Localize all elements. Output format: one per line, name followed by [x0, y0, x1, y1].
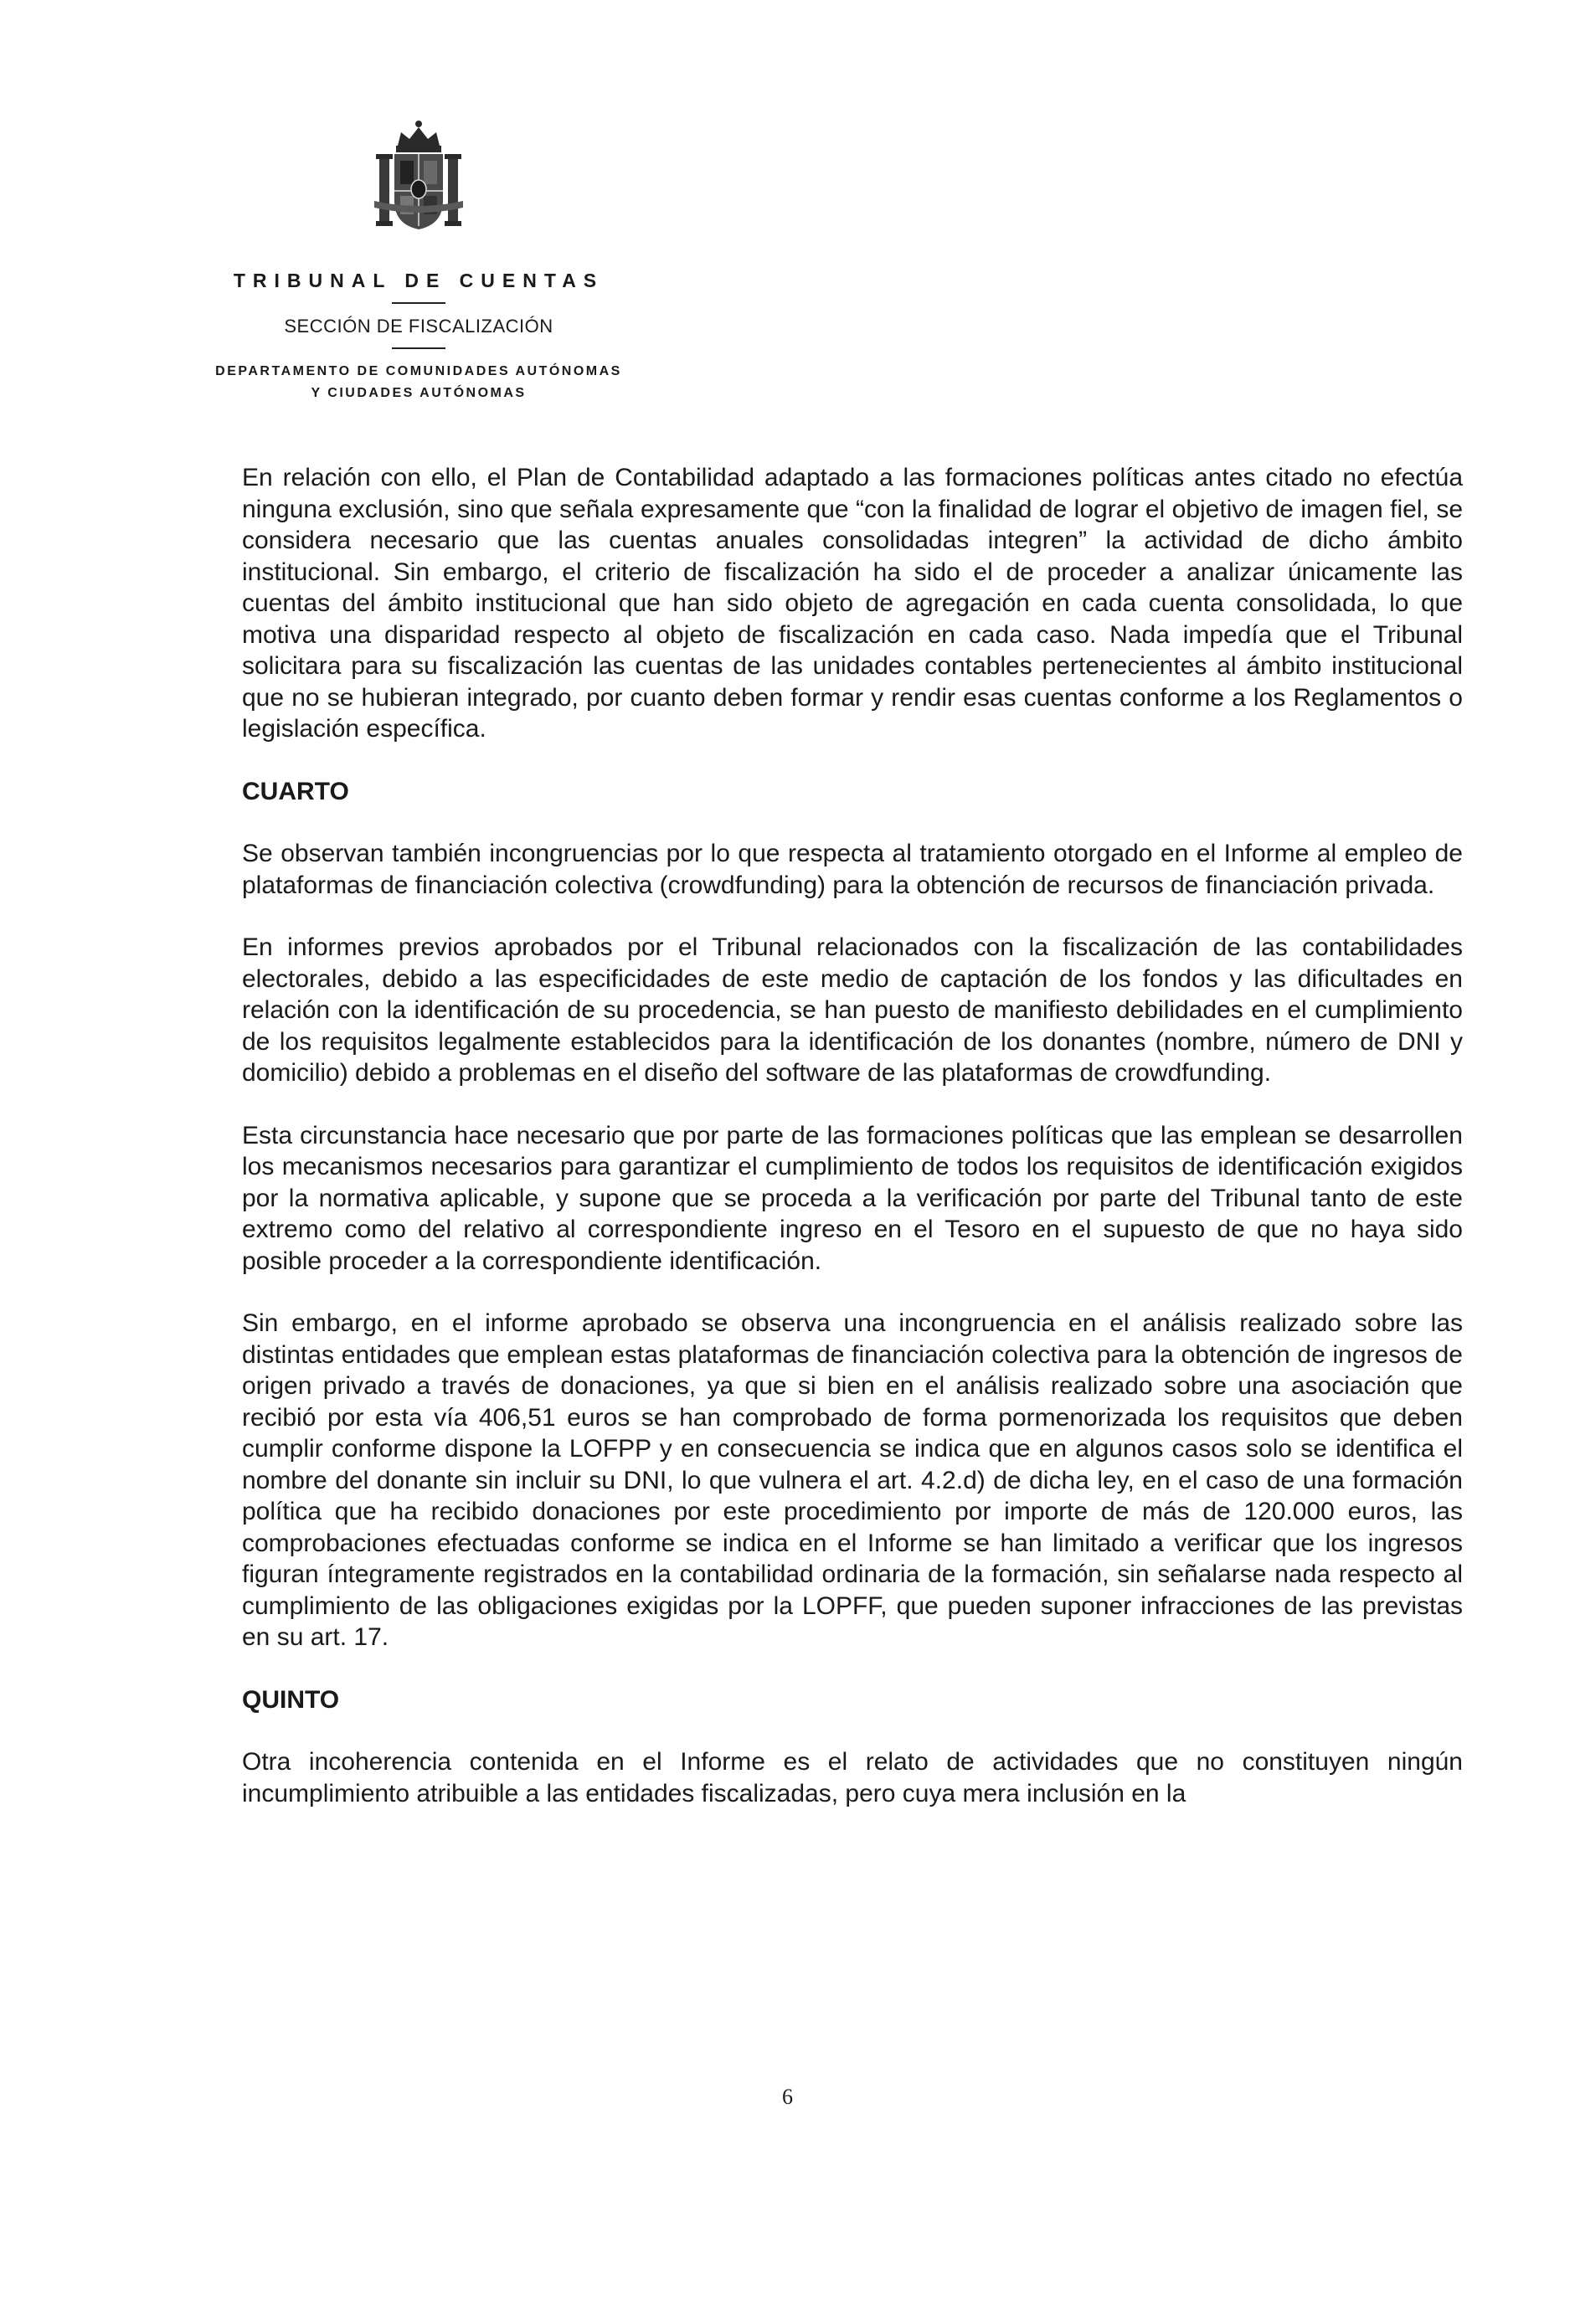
organization-name: TRIBUNAL DE CUENTAS [233, 270, 605, 291]
paragraph: En relación con ello, el Plan de Contabilidad adaptado a las formaciones políticas antes citado no efectúa ninguna exclusión, sino que señala expresamente que “con la finalidad de lograr el objetivo de imagen fiel, se considera necesario que las cuentas anuales consolidadas integren” la actividad de dicho ámbito institucional. Sin embargo, el criterio de fiscalización ha sido el de proceder a analizar únicamente las cuentas del ámbito institucional que han sido objeto de agregación en cada cuenta consolidada, lo que motiva una disparidad respecto al objeto de fiscalización en cada caso. Nada impedía que el Tribunal solicitara para su fiscalización las cuentas de las unidades contables pertenecientes al ámbito institucional que no se hubieran integrado, por cuanto deben formar y rendir esas cuentas conforme a los Reglamentos o legislación específica. [242, 464, 1463, 743]
paragraph: Sin embargo, en el informe aprobado se observa una incongruencia en el análisis realizado sobre las distintas entidades que emplean estas plataformas de financiación colectiva para la obtención de ingresos de origen privado a través de donaciones, ya que si bien en el análisis realizado sobre una asociación que recibió por esta vía 406,51 euros se han comprobado de forma pormenorizada los requisitos que deben cumplir conforme dispone la LOFPP y en consecuencia se indica que en algunos casos solo se identifica el nombre del donante sin incluir su DNI, lo que vulnera el art. 4.2.d) de dicha ley, en el caso de una formación política que ha recibido donaciones por este procedimiento por importe de más de 120.000 euros, las comprobaciones efectuadas conforme se indica en el Informe se han limitado a verificar que los ingresos figuran íntegramente registrados en la contabilidad ordinaria de la formación, sin señalarse nada respecto al cumplimiento de las obligaciones exigidas por la LOPFF, que pueden suponer infracciones de las previstas en su art. 17. [242, 1309, 1463, 1651]
paragraph: En informes previos aprobados por el Tribunal relacionados con la fiscalización de las contabilidades electorales, debido a las especificidades de este medio de captación de los fondos y las dificultades en relación con la identificación de su procedencia, se han puesto de manifiesto debilidades en el cumplimiento de los requisitos legalmente establecidos para la identificación de los donantes (nombre, número de DNI y domicilio) debido a problemas en el diseño del software de las plataformas de crowdfunding. [242, 933, 1463, 1087]
department-name-line-2: Y CIUDADES AUTÓNOMAS [311, 386, 527, 400]
divider [392, 302, 445, 304]
paragraph: Esta circunstancia hace necesario que por parte de las formaciones políticas que las emplean se desarrollen los mecanismos necesarios para garantizar el cumplimiento de todos los requisitos de identificación exigidos por la normativa aplicable, y supone que se proceda a la verificación por parte del Tribunal tanto de este extremo como del relativo al correspondiente ingreso en el Tesoro en el supuesto de que no haya sido posible proceder a la correspondiente identificación. [242, 1121, 1463, 1275]
spanish-coat-of-arms-icon [373, 117, 465, 234]
section-heading-quinto: QUINTO [242, 1685, 340, 1714]
section-heading-cuarto: CUARTO [242, 777, 349, 805]
paragraph: Otra incoherencia contenida en el Informe es el relato de actividades que no constituyen ningún incumplimiento atribuible a las entidades fiscalizadas, pero cuya mera inclusión en la [242, 1748, 1463, 1807]
section-name: SECCIÓN DE FISCALIZACIÓN [284, 316, 553, 337]
document-body [242, 462, 1463, 1840]
divider [392, 347, 445, 349]
paragraph: Se observan también incongruencias por lo que respecta al tratamiento otorgado en el Informe al empleo de plataformas de financiación colectiva (crowdfunding) para la obtención de recursos de financiación privada. [242, 840, 1463, 899]
letterhead [159, 117, 678, 404]
department-name-line-1: DEPARTAMENTO DE COMUNIDADES AUTÓNOMAS [215, 364, 622, 378]
page-number: 6 [782, 2085, 793, 2109]
